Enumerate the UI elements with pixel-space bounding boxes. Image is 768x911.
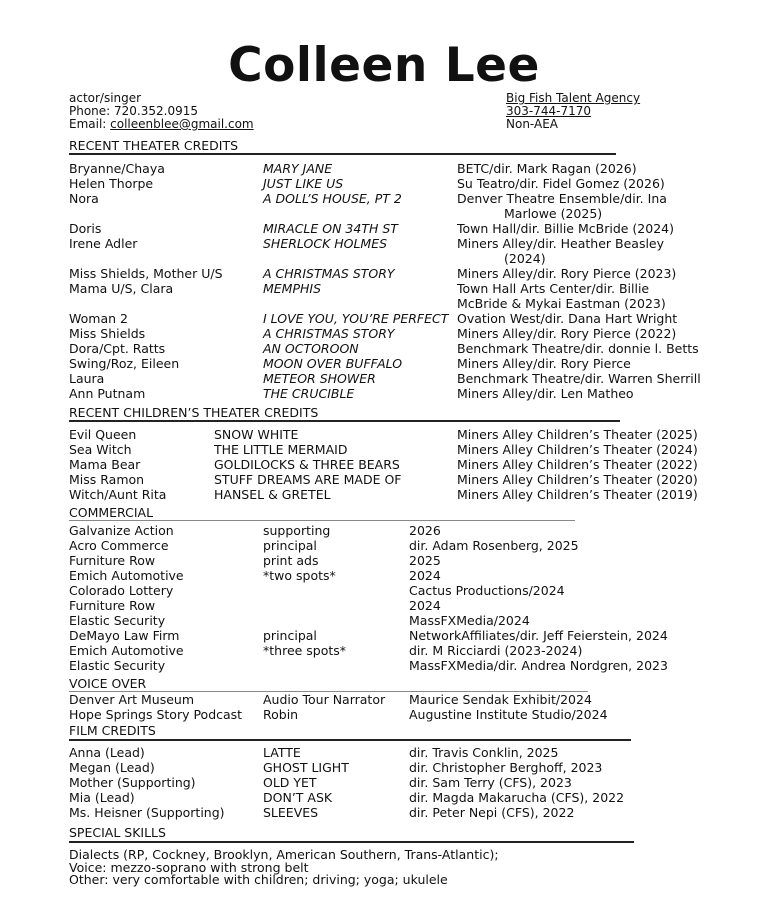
credit-show: GOLDILOCKS & THREE BEARS — [214, 457, 400, 472]
credit-title: GHOST LIGHT — [263, 760, 349, 775]
credit-show: THE CRUCIBLE — [263, 386, 355, 401]
profession: actor/singer — [69, 91, 142, 105]
credit-venue: Miners Alley/dir. Heather Beasley — [457, 236, 665, 251]
credit-show: SNOW WHITE — [214, 427, 299, 442]
credit-show: MEMPHIS — [263, 281, 322, 296]
film-credit-row — [69, 745, 709, 760]
credit-role: Mother (Supporting) — [69, 775, 196, 790]
credit-venue: Miners Alley Children’s Theater (2020) — [457, 472, 698, 487]
credit-client: Furniture Row — [69, 598, 156, 613]
credit-type: *two spots* — [263, 568, 336, 583]
theater-credit-row — [69, 341, 709, 356]
children-credits-list — [69, 427, 709, 502]
credit-title: LATTE — [263, 745, 301, 760]
credit-role: Woman 2 — [69, 311, 128, 326]
credit-show: I LOVE YOU, YOU’RE PERFECT — [263, 311, 449, 326]
credit-director: dir. Magda Makarucha (CFS), 2022 — [409, 790, 625, 805]
credit-venue: Benchmark Theatre/dir. donnie l. Betts — [457, 341, 699, 356]
film-divider — [69, 739, 631, 741]
phone: Phone: 720.352.0915 — [69, 104, 199, 118]
agency-phone[interactable]: 303-744-7170 — [506, 104, 592, 118]
children-section-title: RECENT CHILDREN’S THEATER CREDITS — [69, 405, 319, 420]
credit-director: dir. Travis Conklin, 2025 — [409, 745, 559, 760]
credit-venue: Benchmark Theatre/dir. Warren Sherrill — [457, 371, 701, 386]
commercial-divider — [69, 520, 575, 521]
credit-role: Mia (Lead) — [69, 790, 135, 805]
theater-credits-list — [69, 161, 709, 401]
theater-credit-row — [69, 176, 709, 191]
skills-divider — [69, 841, 634, 843]
children-credit-row — [69, 487, 709, 502]
voice-credits-list — [69, 692, 709, 722]
children-credit-row — [69, 457, 709, 472]
theater-divider — [69, 153, 616, 155]
credit-role: Sea Witch — [69, 442, 132, 457]
credit-show: STUFF DREAMS ARE MADE OF — [214, 472, 402, 487]
film-credit-row — [69, 790, 709, 805]
credit-info: dir. M Ricciardi (2023-2024) — [409, 643, 583, 658]
theater-credit-row — [69, 356, 709, 371]
credit-client: Denver Art Museum — [69, 692, 195, 707]
commercial-credit-row — [69, 613, 709, 628]
theater-credit-row — [69, 326, 709, 341]
credit-role: Bryanne/Chaya — [69, 161, 165, 176]
theater-credit-row — [69, 161, 709, 176]
credit-client: Galvanize Action — [69, 523, 174, 538]
union-status: Non-AEA — [506, 117, 558, 131]
credit-show: MIRACLE ON 34TH ST — [263, 221, 398, 236]
credit-type: principal — [263, 628, 317, 643]
skill-line: Voice: mezzo-soprano with strong belt — [69, 859, 309, 875]
commercial-credit-row — [69, 643, 709, 658]
credit-show: MARY JANE — [263, 161, 333, 176]
credit-show: A DOLL’S HOUSE, PT 2 — [263, 191, 402, 206]
commercial-credit-row — [69, 583, 709, 598]
credit-role: Anna (Lead) — [69, 745, 145, 760]
commercial-credit-row — [69, 568, 709, 583]
credit-show: A CHRISTMAS STORY — [263, 266, 395, 281]
children-divider — [69, 420, 620, 422]
credit-role: Miss Ramon — [69, 472, 145, 487]
credit-show: HANSEL & GRETEL — [214, 487, 331, 502]
credit-client: Elastic Security — [69, 658, 166, 673]
credit-venue: Denver Theatre Ensemble/dir. Ina — [457, 191, 667, 206]
actor-name: Colleen Lee — [228, 38, 540, 93]
credit-show: METEOR SHOWER — [263, 371, 376, 386]
film-credit-row — [69, 805, 709, 820]
credit-info: dir. Adam Rosenberg, 2025 — [409, 538, 579, 553]
credit-show: MOON OVER BUFFALO — [263, 356, 403, 371]
commercial-credit-row — [69, 538, 709, 553]
credit-role: Ms. Heisner (Supporting) — [69, 805, 225, 820]
film-credit-row — [69, 760, 709, 775]
credit-client: Colorado Lottery — [69, 583, 174, 598]
credit-venue: Miners Alley Children’s Theater (2022) — [457, 457, 698, 472]
film-credits-list — [69, 745, 709, 820]
credit-role: Witch/Aunt Rita — [69, 487, 167, 502]
credit-client: Furniture Row — [69, 553, 156, 568]
credit-title: DON’T ASK — [263, 790, 333, 805]
skill-line: Other: very comfortable with children; driving; yoga; ukulele — [69, 872, 448, 887]
commercial-section-title: COMMERCIAL — [69, 505, 154, 520]
voice-credit-row — [69, 692, 709, 707]
credit-venue: Town Hall Arts Center/dir. Billie — [457, 281, 650, 296]
credit-show: A CHRISTMAS STORY — [263, 326, 395, 341]
credit-type: *three spots* — [263, 643, 347, 658]
credit-info: MassFXMedia/2024 — [409, 613, 530, 628]
credit-type: principal — [263, 538, 317, 553]
credit-show: JUST LIKE US — [263, 176, 344, 191]
credit-director: dir. Peter Nepi (CFS), 2022 — [409, 805, 575, 820]
credit-info: Cactus Productions/2024 — [409, 583, 565, 598]
credit-director: dir. Sam Terry (CFS), 2023 — [409, 775, 572, 790]
credit-role: Dora/Cpt. Ratts — [69, 341, 166, 356]
credit-venue: Miners Alley/dir. Rory Pierce — [457, 356, 631, 371]
credit-show: SHERLOCK HOLMES — [263, 236, 388, 251]
credit-info: Maurice Sendak Exhibit/2024 — [409, 692, 592, 707]
credit-type: Audio Tour Narrator — [263, 692, 386, 707]
agency-block — [506, 92, 640, 131]
credit-info: MassFXMedia/dir. Andrea Nordgren, 2023 — [409, 658, 668, 673]
credit-info: 2026 — [409, 523, 441, 538]
theater-credit-row — [69, 236, 709, 266]
credit-venue-cont: McBride & Mykai Eastman (2023) — [457, 296, 666, 311]
credit-client: DeMayo Law Firm — [69, 628, 180, 643]
credit-client: Emich Automotive — [69, 643, 184, 658]
credit-client: Hope Springs Story Podcast — [69, 707, 243, 722]
credit-role: Megan (Lead) — [69, 760, 155, 775]
credit-venue-cont: (2024) — [504, 251, 546, 266]
credit-director: dir. Christopher Berghoff, 2023 — [409, 760, 603, 775]
credit-role: Laura — [69, 371, 105, 386]
skill-line: Dialects (RP, Cockney, Brooklyn, American Southern, Trans-Atlantic); — [69, 847, 499, 862]
credit-role: Ann Putnam — [69, 386, 146, 401]
children-credit-row — [69, 442, 709, 457]
skills-section-title: SPECIAL SKILLS — [69, 825, 166, 840]
credit-venue: Su Teatro/dir. Fidel Gomez (2026) — [457, 176, 665, 191]
credit-role: Irene Adler — [69, 236, 138, 251]
voice-credit-row — [69, 707, 709, 722]
credit-venue: Miners Alley/dir. Len Matheo — [457, 386, 634, 401]
credit-client: Elastic Security — [69, 613, 166, 628]
credit-venue-cont: Marlowe (2025) — [504, 206, 603, 221]
skills-list — [69, 849, 499, 887]
credit-venue: Miners Alley Children’s Theater (2019) — [457, 487, 698, 502]
film-section-title: FILM CREDITS — [69, 723, 156, 738]
credit-role: Miss Shields, Mother U/S — [69, 266, 223, 281]
commercial-credits-list — [69, 523, 709, 673]
credit-info: 2024 — [409, 598, 441, 613]
credit-venue: Town Hall/dir. Billie McBride (2024) — [457, 221, 674, 236]
commercial-credit-row — [69, 628, 709, 643]
credit-client: Emich Automotive — [69, 568, 184, 583]
theater-credit-row — [69, 191, 709, 221]
credit-type: print ads — [263, 553, 319, 568]
credit-role: Evil Queen — [69, 427, 137, 442]
credit-role: Nora — [69, 191, 99, 206]
credit-role: Mama Bear — [69, 457, 141, 472]
contact-block — [69, 92, 254, 131]
theater-credit-row — [69, 281, 709, 311]
agency-link[interactable]: Big Fish Talent Agency — [506, 91, 641, 105]
credit-role: Swing/Roz, Eileen — [69, 356, 180, 371]
credit-title: OLD YET — [263, 775, 317, 790]
commercial-credit-row — [69, 598, 709, 613]
credit-title: SLEEVES — [263, 805, 319, 820]
email-label: Email: — [69, 117, 111, 131]
credit-type: Robin — [263, 707, 299, 722]
credit-type: supporting — [263, 523, 331, 538]
credit-venue: Miners Alley/dir. Rory Pierce (2022) — [457, 326, 677, 341]
theater-section-title: RECENT THEATER CREDITS — [69, 138, 239, 153]
children-credit-row — [69, 472, 709, 487]
theater-credit-row — [69, 311, 709, 326]
theater-credit-row — [69, 221, 709, 236]
theater-credit-row — [69, 371, 709, 386]
credit-venue: Miners Alley Children’s Theater (2024) — [457, 442, 698, 457]
credit-venue: Miners Alley/dir. Rory Pierce (2023) — [457, 266, 677, 281]
commercial-credit-row — [69, 523, 709, 538]
credit-info: 2024 — [409, 568, 441, 583]
credit-role: Miss Shields — [69, 326, 146, 341]
credit-role: Doris — [69, 221, 102, 236]
email-link[interactable]: colleenblee@gmail.com — [110, 117, 254, 131]
credit-venue: Ovation West/dir. Dana Hart Wright — [457, 311, 678, 326]
credit-role: Mama U/S, Clara — [69, 281, 174, 296]
theater-credit-row — [69, 386, 709, 401]
credit-venue: Miners Alley Children’s Theater (2025) — [457, 427, 698, 442]
credit-show: AN OCTOROON — [263, 341, 359, 356]
credit-role: Helen Thorpe — [69, 176, 154, 191]
credit-client: Acro Commerce — [69, 538, 169, 553]
credit-venue: BETC/dir. Mark Ragan (2026) — [457, 161, 637, 176]
credit-info: Augustine Institute Studio/2024 — [409, 707, 608, 722]
children-credit-row — [69, 427, 709, 442]
credit-show: THE LITTLE MERMAID — [214, 442, 348, 457]
theater-credit-row — [69, 266, 709, 281]
film-credit-row — [69, 775, 709, 790]
voice-section-title: VOICE OVER — [69, 676, 147, 691]
credit-info: NetworkAffiliates/dir. Jeff Feierstein, 2024 — [409, 628, 668, 643]
credit-info: 2025 — [409, 553, 441, 568]
email-line — [69, 118, 254, 131]
commercial-credit-row — [69, 553, 709, 568]
commercial-credit-row — [69, 658, 709, 673]
